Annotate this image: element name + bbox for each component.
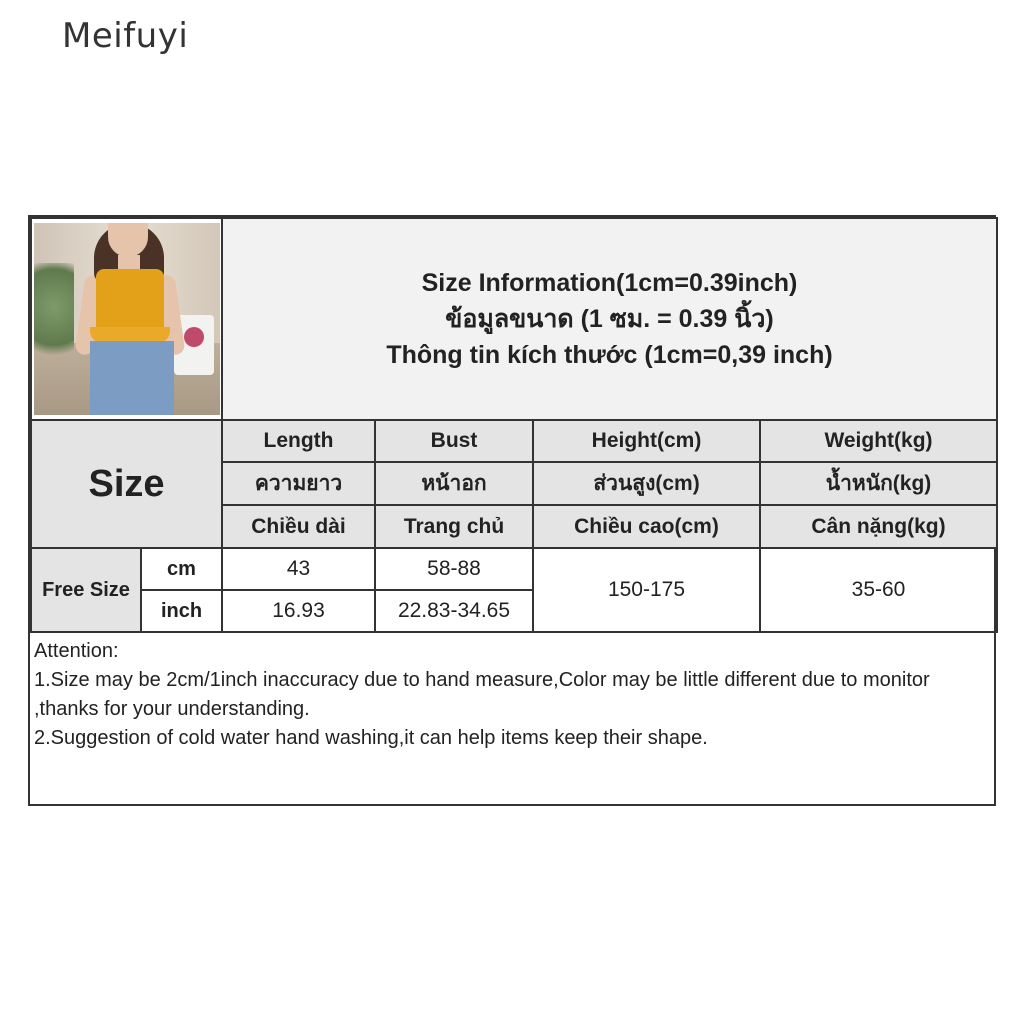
attention-notes	[34, 637, 984, 753]
header-bust-en: Bust	[375, 420, 533, 462]
size-chart	[28, 215, 996, 806]
height-value: 150-175	[533, 548, 760, 632]
header-height-th: ส่วนสูง(cm)	[533, 462, 760, 505]
bust-inch-value: 22.83-34.65	[375, 590, 533, 632]
header-height-en: Height(cm)	[533, 420, 760, 462]
size-info-english: Size Information(1cm=0.39inch)	[421, 269, 798, 297]
header-length-th: ความยาว	[222, 462, 375, 505]
brand-logo: Meifuyi	[62, 16, 189, 56]
size-info-thai: ข้อมูลขนาด (1 ซม. = 0.39 นิ้ว)	[445, 305, 774, 333]
attention-note-1: 1.Size may be 2cm/1inch inaccuracy due to hand measure,Color may be little different due to monitor ,thanks for your understanding.	[34, 669, 930, 720]
size-info-vietnamese: Thông tin kích thước (1cm=0,39 inch)	[386, 341, 833, 369]
header-row-en	[31, 420, 997, 462]
size-label: Size	[31, 420, 222, 548]
header-weight-vi: Cân nặng(kg)	[760, 505, 997, 548]
header-length-en: Length	[222, 420, 375, 462]
product-photo	[34, 223, 220, 415]
header-height-vi: Chiều cao(cm)	[533, 505, 760, 548]
header-weight-en: Weight(kg)	[760, 420, 997, 462]
weight-value: 35-60	[760, 548, 997, 632]
header-length-vi: Chiều dài	[222, 505, 375, 548]
unit-inch-label: inch	[141, 590, 222, 632]
product-photo-cell	[31, 218, 222, 420]
length-inch-value: 16.93	[222, 590, 375, 632]
size-table	[30, 217, 998, 633]
header-bust-th: หน้าอก	[375, 462, 533, 505]
length-cm-value: 43	[222, 548, 375, 590]
header-weight-th: น้ำหนัก(kg)	[760, 462, 997, 505]
free-size-label: Free Size	[31, 548, 141, 632]
size-info-header	[222, 218, 997, 420]
attention-title: Attention:	[34, 640, 119, 662]
info-row	[31, 218, 997, 420]
attention-note-2: 2.Suggestion of cold water hand washing,it can help items keep their shape.	[34, 727, 708, 749]
row-cm	[31, 548, 997, 590]
bust-cm-value: 58-88	[375, 548, 533, 590]
unit-cm-label: cm	[141, 548, 222, 590]
header-bust-vi: Trang chủ	[375, 505, 533, 548]
